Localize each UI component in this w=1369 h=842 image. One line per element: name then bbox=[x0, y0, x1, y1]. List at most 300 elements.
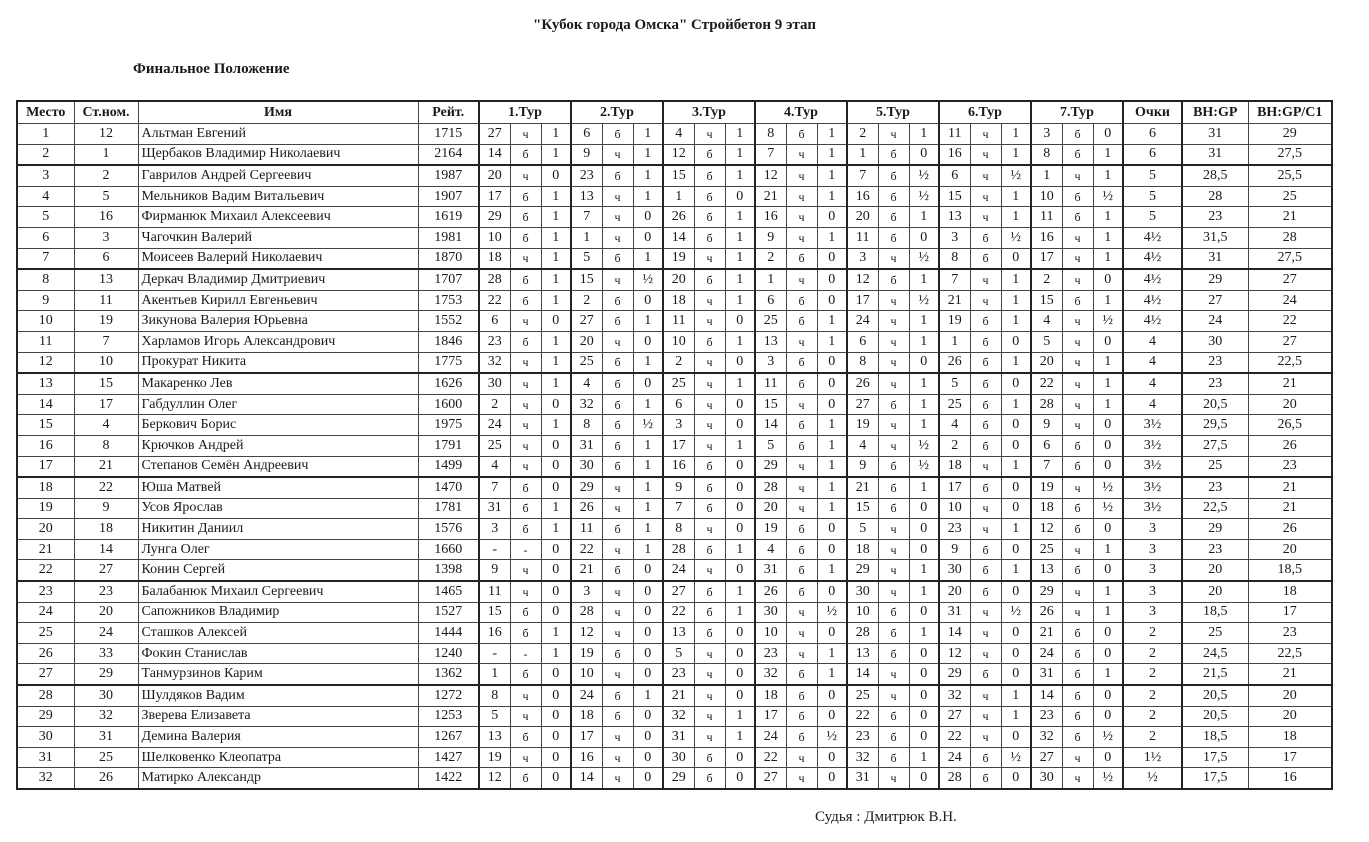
bh-gp-c1-cell: 27 bbox=[1248, 331, 1332, 352]
round-5-opponent-cell: 4 bbox=[847, 435, 878, 456]
round-5-opponent-cell: 30 bbox=[847, 581, 878, 602]
round-6-color-cell: ч bbox=[970, 186, 1001, 207]
bh-gp-cell: 21,5 bbox=[1182, 664, 1248, 685]
bh-gp-cell: 28 bbox=[1182, 186, 1248, 207]
round-2-opponent-cell: 7 bbox=[571, 207, 602, 228]
round-5-opponent-cell: 24 bbox=[847, 311, 878, 332]
start-no-cell: 19 bbox=[74, 311, 138, 332]
table-row bbox=[17, 331, 1332, 352]
round-1-opponent-cell: 30 bbox=[479, 373, 510, 394]
round-7-opponent-cell: 28 bbox=[1031, 394, 1062, 415]
round-5-color-cell: ч bbox=[878, 539, 909, 560]
points-cell: 4 bbox=[1123, 373, 1182, 394]
round-6-color-cell: ч bbox=[970, 643, 1001, 664]
round-3-opponent-cell: 6 bbox=[663, 394, 694, 415]
round-4-result-cell: 1 bbox=[817, 144, 847, 165]
round-3-opponent-cell: 23 bbox=[663, 664, 694, 685]
round-3-opponent-cell: 27 bbox=[663, 581, 694, 602]
round-6-result-cell: 0 bbox=[1001, 248, 1031, 269]
round-2-opponent-cell: 28 bbox=[571, 602, 602, 623]
round-7-color-cell: ч bbox=[1062, 331, 1093, 352]
bh-gp-c1-cell: 22,5 bbox=[1248, 352, 1332, 373]
round-6-opponent-cell: 28 bbox=[939, 768, 970, 789]
round-6-opponent-cell: 15 bbox=[939, 186, 970, 207]
round-4-result-cell: 1 bbox=[817, 165, 847, 186]
round-3-result-cell: 0 bbox=[725, 311, 755, 332]
round-7-opponent-cell: 11 bbox=[1031, 207, 1062, 228]
round-5-result-cell: 0 bbox=[909, 602, 939, 623]
round-1-opponent-cell: 2 bbox=[479, 394, 510, 415]
place-cell: 19 bbox=[17, 498, 74, 519]
round-7-color-cell: б bbox=[1062, 124, 1093, 145]
round-5-opponent-cell: 5 bbox=[847, 519, 878, 540]
round-3-opponent-cell: 32 bbox=[663, 706, 694, 727]
rating-cell: 1427 bbox=[418, 747, 479, 768]
bh-gp-cell: 20 bbox=[1182, 581, 1248, 602]
round-5-color-cell: ч bbox=[878, 685, 909, 706]
round-2-result-cell: ½ bbox=[633, 269, 663, 290]
round-2-opponent-cell: 6 bbox=[571, 124, 602, 145]
round-6-color-cell: б bbox=[970, 664, 1001, 685]
bh-gp-cell: 27,5 bbox=[1182, 435, 1248, 456]
bh-gp-cell: 23 bbox=[1182, 207, 1248, 228]
place-cell: 3 bbox=[17, 165, 74, 186]
round-3-result-cell: 1 bbox=[725, 602, 755, 623]
round-3-color-cell: ч bbox=[694, 352, 725, 373]
round-1-result-cell: 0 bbox=[541, 394, 571, 415]
round-3-opponent-cell: 25 bbox=[663, 373, 694, 394]
bh-gp-c1-cell: 25 bbox=[1248, 186, 1332, 207]
round-7-result-cell: 0 bbox=[1093, 706, 1123, 727]
round-5-result-cell: 1 bbox=[909, 311, 939, 332]
round-7-result-cell: ½ bbox=[1093, 311, 1123, 332]
bh-gp-cell: 29 bbox=[1182, 269, 1248, 290]
round-1-color-cell: ч bbox=[510, 352, 541, 373]
round-3-color-cell: ч bbox=[694, 124, 725, 145]
round-2-opponent-cell: 12 bbox=[571, 623, 602, 644]
round-6-color-cell: б bbox=[970, 768, 1001, 789]
round-7-color-cell: ч bbox=[1062, 415, 1093, 436]
round-6-result-cell: 0 bbox=[1001, 664, 1031, 685]
place-cell: 20 bbox=[17, 519, 74, 540]
round-7-result-cell: ½ bbox=[1093, 727, 1123, 748]
bh-gp-cell: 23 bbox=[1182, 373, 1248, 394]
round-5-opponent-cell: 29 bbox=[847, 560, 878, 581]
rating-cell: 1240 bbox=[418, 643, 479, 664]
round-5-color-cell: б bbox=[878, 269, 909, 290]
round-7-color-cell: ч bbox=[1062, 602, 1093, 623]
round-7-result-cell: ½ bbox=[1093, 477, 1123, 498]
round-6-color-cell: б bbox=[970, 331, 1001, 352]
round-1-opponent-cell: 6 bbox=[479, 311, 510, 332]
round-7-result-cell: 0 bbox=[1093, 456, 1123, 477]
round-5-result-cell: 0 bbox=[909, 643, 939, 664]
place-cell: 18 bbox=[17, 477, 74, 498]
bh-gp-cell: 31 bbox=[1182, 248, 1248, 269]
round-4-color-cell: ч bbox=[786, 498, 817, 519]
round-1-result-cell: 1 bbox=[541, 415, 571, 436]
round-2-result-cell: 1 bbox=[633, 539, 663, 560]
bh-gp-cell: 22,5 bbox=[1182, 498, 1248, 519]
round-2-color-cell: б bbox=[602, 352, 633, 373]
round-7-result-cell: 1 bbox=[1093, 248, 1123, 269]
rating-cell: 1576 bbox=[418, 519, 479, 540]
place-cell: 2 bbox=[17, 144, 74, 165]
round-6-opponent-cell: 24 bbox=[939, 747, 970, 768]
round-2-color-cell: б bbox=[602, 643, 633, 664]
round-6-color-cell: ч bbox=[970, 456, 1001, 477]
round-4-result-cell: 1 bbox=[817, 560, 847, 581]
round-1-result-cell: 1 bbox=[541, 498, 571, 519]
bh-gp-c1-cell: 21 bbox=[1248, 664, 1332, 685]
round-7-color-cell: ч bbox=[1062, 165, 1093, 186]
round-4-result-cell: 0 bbox=[817, 248, 847, 269]
round-2-result-cell: 1 bbox=[633, 311, 663, 332]
round-1-color-cell: б bbox=[510, 664, 541, 685]
round-5-color-cell: ч bbox=[878, 435, 909, 456]
round-1-color-cell: ч bbox=[510, 165, 541, 186]
round-6-opponent-cell: 26 bbox=[939, 352, 970, 373]
round-5-color-cell: ч bbox=[878, 664, 909, 685]
round-5-result-cell: 0 bbox=[909, 519, 939, 540]
round-4-color-cell: б bbox=[786, 415, 817, 436]
header-round-1: 1.Тур bbox=[479, 101, 571, 124]
start-no-cell: 20 bbox=[74, 602, 138, 623]
round-1-color-cell: ч bbox=[510, 685, 541, 706]
round-3-color-cell: б bbox=[694, 581, 725, 602]
round-3-color-cell: б bbox=[694, 331, 725, 352]
round-4-opponent-cell: 28 bbox=[755, 477, 786, 498]
table-row bbox=[17, 415, 1332, 436]
round-7-opponent-cell: 19 bbox=[1031, 477, 1062, 498]
round-4-opponent-cell: 23 bbox=[755, 643, 786, 664]
start-no-cell: 22 bbox=[74, 477, 138, 498]
round-3-result-cell: 0 bbox=[725, 747, 755, 768]
round-4-result-cell: 0 bbox=[817, 519, 847, 540]
round-6-color-cell: ч bbox=[970, 602, 1001, 623]
round-3-color-cell: б bbox=[694, 144, 725, 165]
player-name-cell: Балабанюк Михаил Сергеевич bbox=[138, 581, 418, 602]
bh-gp-c1-cell: 29 bbox=[1248, 124, 1332, 145]
round-1-color-cell: б bbox=[510, 269, 541, 290]
round-6-color-cell: ч bbox=[970, 519, 1001, 540]
table-row bbox=[17, 124, 1332, 145]
round-6-opponent-cell: 16 bbox=[939, 144, 970, 165]
round-4-color-cell: ч bbox=[786, 456, 817, 477]
round-5-opponent-cell: 3 bbox=[847, 248, 878, 269]
round-2-color-cell: ч bbox=[602, 768, 633, 789]
place-cell: 26 bbox=[17, 643, 74, 664]
round-2-result-cell: 0 bbox=[633, 560, 663, 581]
round-4-result-cell: ½ bbox=[817, 727, 847, 748]
round-6-result-cell: 0 bbox=[1001, 643, 1031, 664]
round-7-opponent-cell: 14 bbox=[1031, 685, 1062, 706]
round-2-color-cell: б bbox=[602, 311, 633, 332]
round-3-opponent-cell: 26 bbox=[663, 207, 694, 228]
round-3-color-cell: ч bbox=[694, 727, 725, 748]
round-4-opponent-cell: 20 bbox=[755, 498, 786, 519]
round-6-result-cell: 1 bbox=[1001, 706, 1031, 727]
bh-gp-c1-cell: 26 bbox=[1248, 435, 1332, 456]
table-row bbox=[17, 311, 1332, 332]
round-3-result-cell: 0 bbox=[725, 643, 755, 664]
round-7-color-cell: б bbox=[1062, 144, 1093, 165]
start-no-cell: 29 bbox=[74, 664, 138, 685]
round-1-color-cell: ч bbox=[510, 456, 541, 477]
table-row bbox=[17, 352, 1332, 373]
round-7-result-cell: 0 bbox=[1093, 685, 1123, 706]
points-cell: 2 bbox=[1123, 664, 1182, 685]
round-7-opponent-cell: 16 bbox=[1031, 227, 1062, 248]
round-3-result-cell: 0 bbox=[725, 352, 755, 373]
round-7-color-cell: б bbox=[1062, 498, 1093, 519]
round-2-opponent-cell: 5 bbox=[571, 248, 602, 269]
rating-cell: 1398 bbox=[418, 560, 479, 581]
round-5-opponent-cell: 23 bbox=[847, 727, 878, 748]
round-4-result-cell: 0 bbox=[817, 207, 847, 228]
round-6-opponent-cell: 14 bbox=[939, 623, 970, 644]
round-6-color-cell: б bbox=[970, 581, 1001, 602]
rating-cell: 1619 bbox=[418, 207, 479, 228]
points-cell: 2 bbox=[1123, 643, 1182, 664]
points-cell: 3½ bbox=[1123, 498, 1182, 519]
round-4-result-cell: 0 bbox=[817, 352, 847, 373]
player-name-cell: Матирко Александр bbox=[138, 768, 418, 789]
round-3-result-cell: 0 bbox=[725, 498, 755, 519]
round-4-color-cell: ч bbox=[786, 623, 817, 644]
player-name-cell: Танмурзинов Карим bbox=[138, 664, 418, 685]
round-1-result-cell: 1 bbox=[541, 124, 571, 145]
round-5-result-cell: 0 bbox=[909, 498, 939, 519]
round-4-opponent-cell: 13 bbox=[755, 331, 786, 352]
bh-gp-c1-cell: 18 bbox=[1248, 727, 1332, 748]
player-name-cell: Конин Сергей bbox=[138, 560, 418, 581]
player-name-cell: Крючков Андрей bbox=[138, 435, 418, 456]
round-7-color-cell: б bbox=[1062, 664, 1093, 685]
bh-gp-c1-cell: 21 bbox=[1248, 373, 1332, 394]
round-2-color-cell: ч bbox=[602, 227, 633, 248]
round-6-opponent-cell: 21 bbox=[939, 290, 970, 311]
round-3-opponent-cell: 4 bbox=[663, 124, 694, 145]
round-3-result-cell: 1 bbox=[725, 581, 755, 602]
round-2-color-cell: ч bbox=[602, 602, 633, 623]
bh-gp-c1-cell: 27,5 bbox=[1248, 144, 1332, 165]
points-cell: 5 bbox=[1123, 207, 1182, 228]
round-7-color-cell: б bbox=[1062, 643, 1093, 664]
round-4-result-cell: 1 bbox=[817, 456, 847, 477]
round-1-color-cell: б bbox=[510, 331, 541, 352]
round-5-opponent-cell: 12 bbox=[847, 269, 878, 290]
round-6-opponent-cell: 7 bbox=[939, 269, 970, 290]
round-4-opponent-cell: 25 bbox=[755, 311, 786, 332]
round-4-color-cell: ч bbox=[786, 227, 817, 248]
bh-gp-c1-cell: 26 bbox=[1248, 519, 1332, 540]
round-7-opponent-cell: 6 bbox=[1031, 435, 1062, 456]
round-6-result-cell: 1 bbox=[1001, 290, 1031, 311]
round-7-opponent-cell: 30 bbox=[1031, 768, 1062, 789]
round-2-result-cell: 0 bbox=[633, 290, 663, 311]
round-4-opponent-cell: 29 bbox=[755, 456, 786, 477]
place-cell: 22 bbox=[17, 560, 74, 581]
round-7-color-cell: б bbox=[1062, 623, 1093, 644]
round-4-opponent-cell: 4 bbox=[755, 539, 786, 560]
round-7-result-cell: 1 bbox=[1093, 664, 1123, 685]
points-cell: 2 bbox=[1123, 685, 1182, 706]
round-1-opponent-cell: 13 bbox=[479, 727, 510, 748]
round-6-result-cell: 1 bbox=[1001, 519, 1031, 540]
start-no-cell: 11 bbox=[74, 290, 138, 311]
round-6-result-cell: 0 bbox=[1001, 415, 1031, 436]
round-7-result-cell: 1 bbox=[1093, 602, 1123, 623]
round-5-color-cell: ч bbox=[878, 331, 909, 352]
round-5-opponent-cell: 22 bbox=[847, 706, 878, 727]
bh-gp-c1-cell: 17 bbox=[1248, 602, 1332, 623]
bh-gp-cell: 28,5 bbox=[1182, 165, 1248, 186]
round-1-opponent-cell: 12 bbox=[479, 768, 510, 789]
round-1-color-cell: - bbox=[510, 539, 541, 560]
place-cell: 23 bbox=[17, 581, 74, 602]
round-5-opponent-cell: 7 bbox=[847, 165, 878, 186]
round-1-opponent-cell: 4 bbox=[479, 456, 510, 477]
round-7-opponent-cell: 25 bbox=[1031, 539, 1062, 560]
round-4-opponent-cell: 3 bbox=[755, 352, 786, 373]
round-6-color-cell: ч bbox=[970, 727, 1001, 748]
round-7-result-cell: 1 bbox=[1093, 207, 1123, 228]
round-7-color-cell: ч bbox=[1062, 269, 1093, 290]
round-7-result-cell: 0 bbox=[1093, 331, 1123, 352]
points-cell: 4 bbox=[1123, 394, 1182, 415]
round-5-opponent-cell: 31 bbox=[847, 768, 878, 789]
round-5-result-cell: 0 bbox=[909, 539, 939, 560]
bh-gp-cell: 18,5 bbox=[1182, 602, 1248, 623]
standings-body bbox=[17, 124, 1332, 790]
round-6-color-cell: ч bbox=[970, 165, 1001, 186]
round-2-color-cell: б bbox=[602, 456, 633, 477]
round-5-color-cell: ч bbox=[878, 352, 909, 373]
bh-gp-c1-cell: 22,5 bbox=[1248, 643, 1332, 664]
player-name-cell: Беркович Борис bbox=[138, 415, 418, 436]
round-4-opponent-cell: 11 bbox=[755, 373, 786, 394]
round-6-result-cell: 1 bbox=[1001, 456, 1031, 477]
round-3-color-cell: б bbox=[694, 623, 725, 644]
start-no-cell: 33 bbox=[74, 643, 138, 664]
bh-gp-c1-cell: 21 bbox=[1248, 207, 1332, 228]
round-6-result-cell: ½ bbox=[1001, 747, 1031, 768]
round-4-color-cell: б bbox=[786, 519, 817, 540]
header-place: Место bbox=[17, 101, 74, 124]
round-7-result-cell: ½ bbox=[1093, 498, 1123, 519]
place-cell: 27 bbox=[17, 664, 74, 685]
document-title: "Кубок города Омска" Стройбетон 9 этап bbox=[533, 17, 816, 33]
round-1-result-cell: 1 bbox=[541, 248, 571, 269]
points-cell: 3½ bbox=[1123, 456, 1182, 477]
place-cell: 4 bbox=[17, 186, 74, 207]
points-cell: 2 bbox=[1123, 623, 1182, 644]
round-2-result-cell: 1 bbox=[633, 685, 663, 706]
table-row bbox=[17, 477, 1332, 498]
round-2-opponent-cell: 31 bbox=[571, 435, 602, 456]
round-3-opponent-cell: 10 bbox=[663, 331, 694, 352]
round-7-opponent-cell: 4 bbox=[1031, 311, 1062, 332]
round-6-color-cell: ч bbox=[970, 498, 1001, 519]
start-no-cell: 17 bbox=[74, 394, 138, 415]
round-1-color-cell: ч bbox=[510, 394, 541, 415]
round-6-color-cell: б bbox=[970, 415, 1001, 436]
rating-cell: 1660 bbox=[418, 539, 479, 560]
round-6-result-cell: 1 bbox=[1001, 685, 1031, 706]
start-no-cell: 27 bbox=[74, 560, 138, 581]
round-5-color-cell: б bbox=[878, 165, 909, 186]
round-6-opponent-cell: 22 bbox=[939, 727, 970, 748]
round-2-result-cell: 1 bbox=[633, 186, 663, 207]
round-3-opponent-cell: 1 bbox=[663, 186, 694, 207]
round-4-color-cell: б bbox=[786, 290, 817, 311]
bh-gp-cell: 20,5 bbox=[1182, 706, 1248, 727]
round-5-color-cell: б bbox=[878, 727, 909, 748]
points-cell: 4½ bbox=[1123, 227, 1182, 248]
round-7-color-cell: ч bbox=[1062, 539, 1093, 560]
round-4-color-cell: б bbox=[786, 539, 817, 560]
round-3-opponent-cell: 22 bbox=[663, 602, 694, 623]
round-6-opponent-cell: 25 bbox=[939, 394, 970, 415]
round-1-result-cell: 0 bbox=[541, 706, 571, 727]
bh-gp-cell: 20,5 bbox=[1182, 685, 1248, 706]
points-cell: 3½ bbox=[1123, 415, 1182, 436]
round-6-color-cell: б bbox=[970, 311, 1001, 332]
round-1-color-cell: б bbox=[510, 477, 541, 498]
round-3-color-cell: ч bbox=[694, 435, 725, 456]
bh-gp-cell: 31 bbox=[1182, 144, 1248, 165]
round-3-result-cell: 0 bbox=[725, 186, 755, 207]
rating-cell: 1272 bbox=[418, 685, 479, 706]
round-4-result-cell: 0 bbox=[817, 685, 847, 706]
player-name-cell: Макаренко Лев bbox=[138, 373, 418, 394]
round-5-color-cell: б bbox=[878, 643, 909, 664]
round-6-color-cell: ч bbox=[970, 706, 1001, 727]
start-no-cell: 7 bbox=[74, 331, 138, 352]
round-1-opponent-cell: 16 bbox=[479, 623, 510, 644]
player-name-cell: Лунга Олег bbox=[138, 539, 418, 560]
points-cell: 3 bbox=[1123, 519, 1182, 540]
round-1-result-cell: 1 bbox=[541, 519, 571, 540]
rating-cell: 1753 bbox=[418, 290, 479, 311]
round-5-color-cell: б bbox=[878, 498, 909, 519]
round-1-opponent-cell: 8 bbox=[479, 685, 510, 706]
round-7-result-cell: 1 bbox=[1093, 352, 1123, 373]
round-1-opponent-cell: 15 bbox=[479, 602, 510, 623]
round-7-opponent-cell: 26 bbox=[1031, 602, 1062, 623]
table-row bbox=[17, 269, 1332, 290]
round-2-opponent-cell: 14 bbox=[571, 768, 602, 789]
round-3-result-cell: 0 bbox=[725, 415, 755, 436]
round-5-color-cell: б bbox=[878, 747, 909, 768]
round-1-result-cell: 0 bbox=[541, 727, 571, 748]
round-3-result-cell: 0 bbox=[725, 623, 755, 644]
round-5-result-cell: 0 bbox=[909, 727, 939, 748]
round-6-opponent-cell: 20 bbox=[939, 581, 970, 602]
round-4-result-cell: 0 bbox=[817, 706, 847, 727]
table-row bbox=[17, 623, 1332, 644]
round-1-opponent-cell: 10 bbox=[479, 227, 510, 248]
round-2-result-cell: 0 bbox=[633, 227, 663, 248]
bh-gp-c1-cell: 20 bbox=[1248, 685, 1332, 706]
round-1-opponent-cell: 9 bbox=[479, 560, 510, 581]
table-row bbox=[17, 186, 1332, 207]
player-name-cell: Чагочкин Валерий bbox=[138, 227, 418, 248]
round-4-opponent-cell: 7 bbox=[755, 144, 786, 165]
round-7-opponent-cell: 22 bbox=[1031, 373, 1062, 394]
round-5-result-cell: 0 bbox=[909, 664, 939, 685]
